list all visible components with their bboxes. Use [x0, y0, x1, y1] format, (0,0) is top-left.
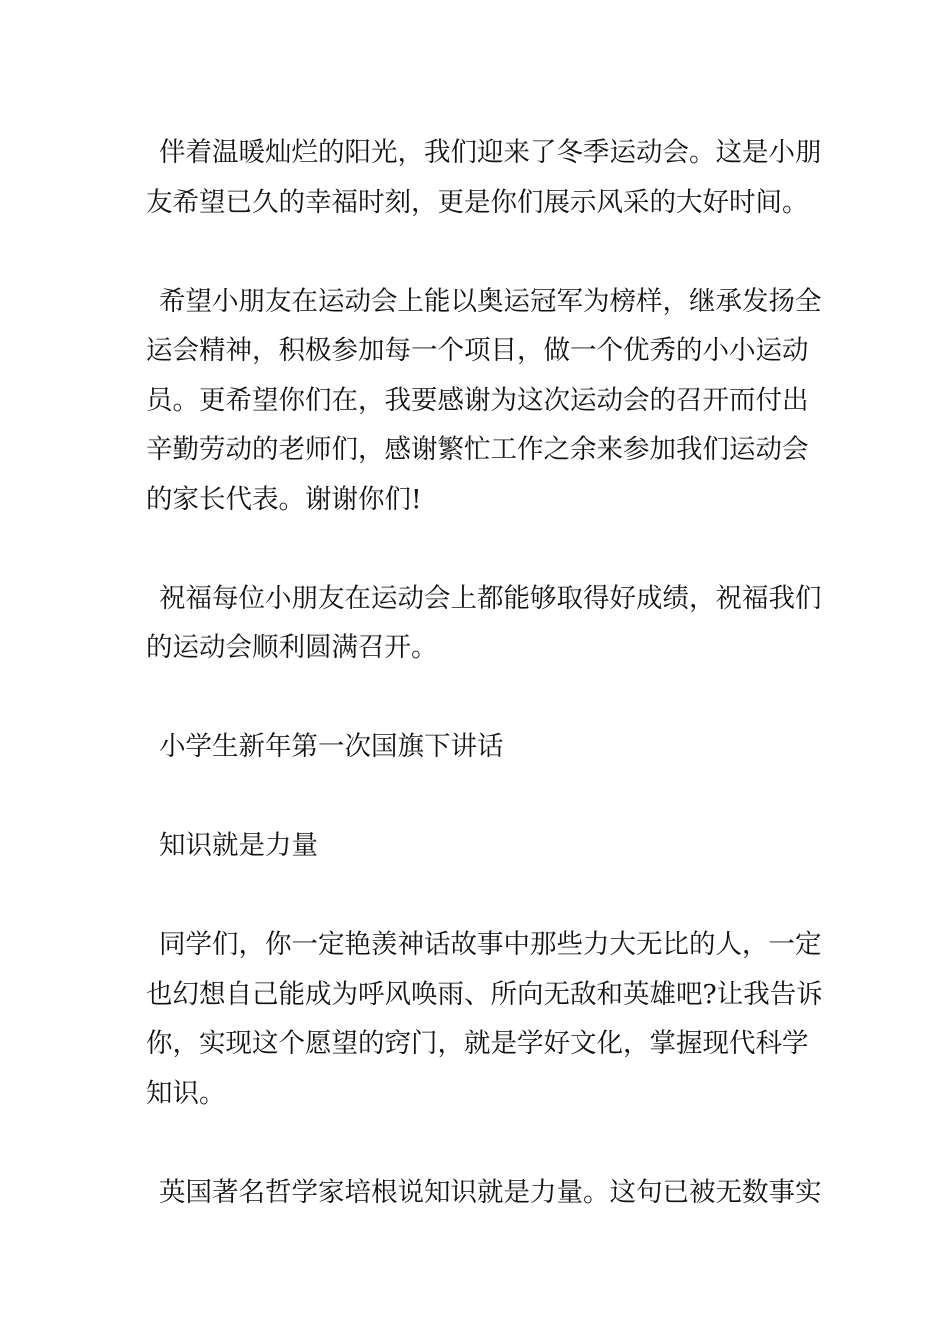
paragraph-bacon [146, 1168, 822, 1218]
text-line: 辛勤劳动的老师们，感谢繁忙工作之余来参加我们运动会 [146, 434, 809, 465]
text-line: 员。更希望你们在，我要感谢为这次运动会的召开而付出 [146, 384, 809, 416]
text-line: 你，实现这个愿望的窍门，就是学好文化，掌握现代科学 [146, 1028, 809, 1059]
paragraph-sports-meet-intro [146, 128, 822, 227]
text-line: 的家长代表。谢谢你们! [146, 483, 422, 515]
text-line: 伴着温暖灿烂的阳光，我们迎来了冬季运动会。这是小朋 [159, 137, 822, 168]
text-line: 同学们，你一定艳羡神话故事中那些力大无比的人，一定 [159, 929, 822, 960]
text-line: 英国著名哲学家培根说知识就是力量。这句已被无数事实 [159, 1176, 822, 1208]
document-body [146, 128, 823, 1267]
section-heading [146, 722, 810, 772]
subheading-line: 知识就是力量 [159, 830, 318, 861]
text-line: 知识。 [146, 1077, 226, 1109]
text-line: 希望小朋友在运动会上能以奥运冠军为榜样，继承发扬全 [159, 285, 822, 317]
paragraph-hopes [146, 277, 822, 525]
text-line: 的运动会顺利圆满召开。 [146, 632, 438, 663]
section-subheading [146, 821, 810, 871]
text-line: 祝福每位小朋友在运动会上都能够取得好成绩，祝福我们 [159, 582, 822, 614]
text-line: 也幻想自己能成为呼风唤雨、所向无敌和英雄吧?让我告诉 [146, 978, 823, 1010]
heading-line: 小学生新年第一次国旗下讲话 [159, 731, 504, 762]
text-line: 运会精神，积极参加每一个项目，做一个优秀的小小运动 [146, 335, 809, 366]
paragraph-students [146, 920, 823, 1118]
text-line: 友希望已久的幸福时刻，更是你们展示风采的大好时间。 [146, 186, 809, 218]
paragraph-blessing [146, 574, 822, 673]
